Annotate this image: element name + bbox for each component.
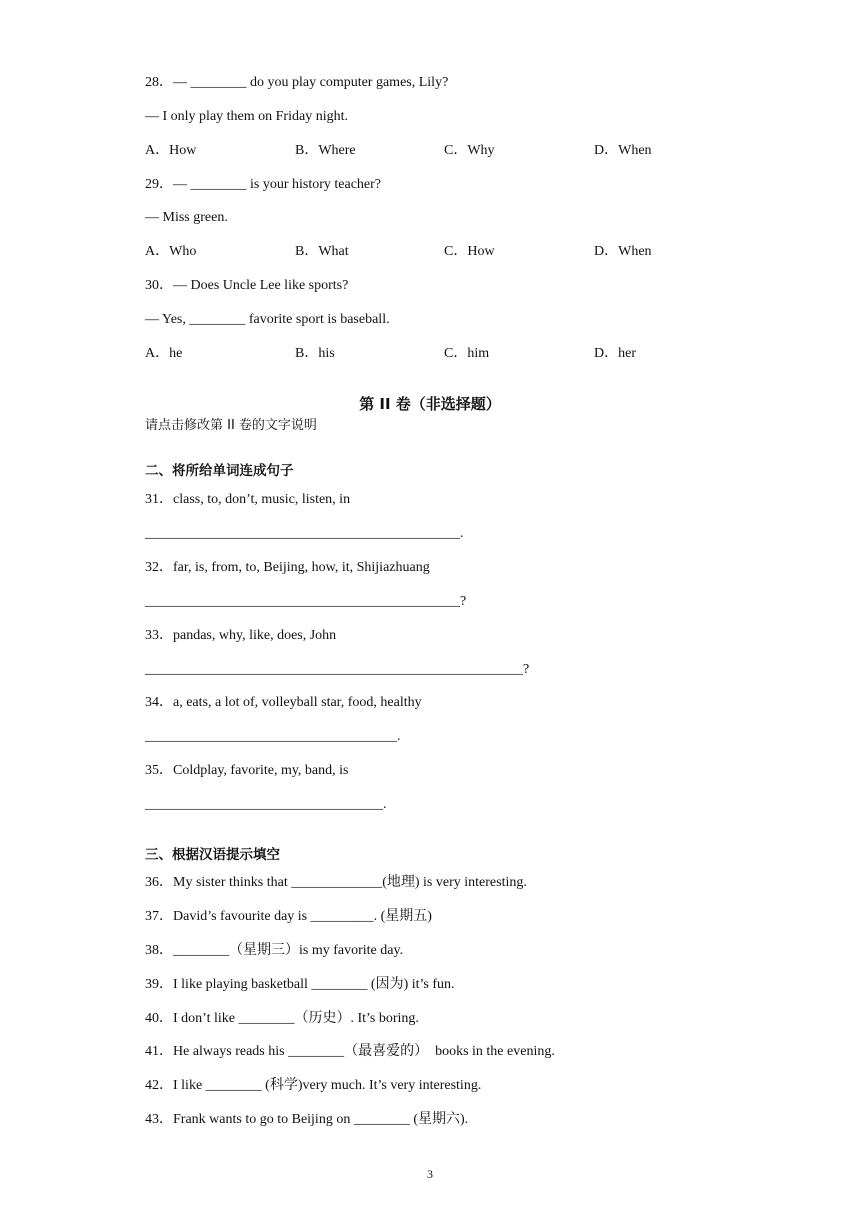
question-35: 35．Coldplay, favorite, my, band, is — [145, 763, 349, 778]
question-31-answer-blank: _____________________________________________. — [145, 526, 464, 541]
question-35-answer-blank: __________________________________. — [145, 797, 387, 812]
question-33: 33．pandas, why, like, does, John — [145, 628, 337, 643]
question-30-option-c: C．him — [444, 346, 490, 361]
question-34: 34．a, eats, a lot of, volleyball star, food, healthy — [145, 695, 422, 710]
question-32-answer-blank: _____________________________________________? — [145, 594, 467, 609]
question-28-option-b: B．Where — [295, 143, 356, 158]
question-39: 39．I like playing basketball ________ (因为) it’s fun. — [145, 977, 455, 992]
question-28-stem: 28．— ________ do you play computer games, Lily? — [145, 75, 449, 90]
question-34-answer-blank: ____________________________________. — [145, 729, 401, 744]
question-28-option-a: A．How — [145, 143, 197, 158]
question-42: 42．I like ________ (科学)very much. It’s very interesting. — [145, 1078, 482, 1093]
question-28-answer: — I only play them on Friday night. — [145, 109, 348, 124]
page-number: 3 — [427, 1167, 433, 1181]
question-30-option-b: B．his — [295, 346, 335, 361]
question-40: 40．I don’t like ________（历史）. It’s boring. — [145, 1011, 419, 1026]
question-33-answer-blank: ______________________________________________________? — [145, 662, 530, 677]
question-30-stem: 30．— Does Uncle Lee like sports? — [145, 278, 349, 293]
question-29-option-b: B．What — [295, 244, 349, 259]
question-38: 38．________（星期三）is my favorite day. — [145, 943, 404, 958]
question-29-answer: — Miss green. — [145, 210, 228, 225]
question-36: 36．My sister thinks that _____________(地理) is very interesting. — [145, 875, 527, 890]
question-41: 41．He always reads his ________（最喜爱的） books in the evening. — [145, 1044, 555, 1059]
question-43: 43．Frank wants to go to Beijing on ________ (星期六). — [145, 1112, 469, 1127]
question-32: 32．far, is, from, to, Beijing, how, it, Shijiazhuang — [145, 560, 430, 575]
question-31: 31．class, to, don’t, music, listen, in — [145, 492, 351, 507]
question-37: 37．David’s favourite day is _________. (星期五) — [145, 909, 432, 924]
question-28-option-d: D．When — [594, 143, 652, 158]
part-2-note: 请点击修改第 II 卷的文字说明 — [145, 418, 317, 433]
question-28-option-c: C．Why — [444, 143, 495, 158]
section-2-heading: 二、将所给单词连成句子 — [145, 463, 294, 479]
question-29-option-d: D．When — [594, 244, 652, 259]
question-29-option-c: C．How — [444, 244, 495, 259]
question-29-option-a: A．Who — [145, 244, 197, 259]
question-30-option-a: A．he — [145, 346, 183, 361]
part-2-title: 第 II 卷（非选择题） — [359, 395, 501, 413]
question-30-option-d: D．her — [594, 346, 636, 361]
question-30-answer: — Yes, ________ favorite sport is baseball. — [145, 312, 390, 327]
section-3-heading: 三、根据汉语提示填空 — [145, 847, 280, 863]
question-29-stem: 29．— ________ is your history teacher? — [145, 177, 382, 192]
